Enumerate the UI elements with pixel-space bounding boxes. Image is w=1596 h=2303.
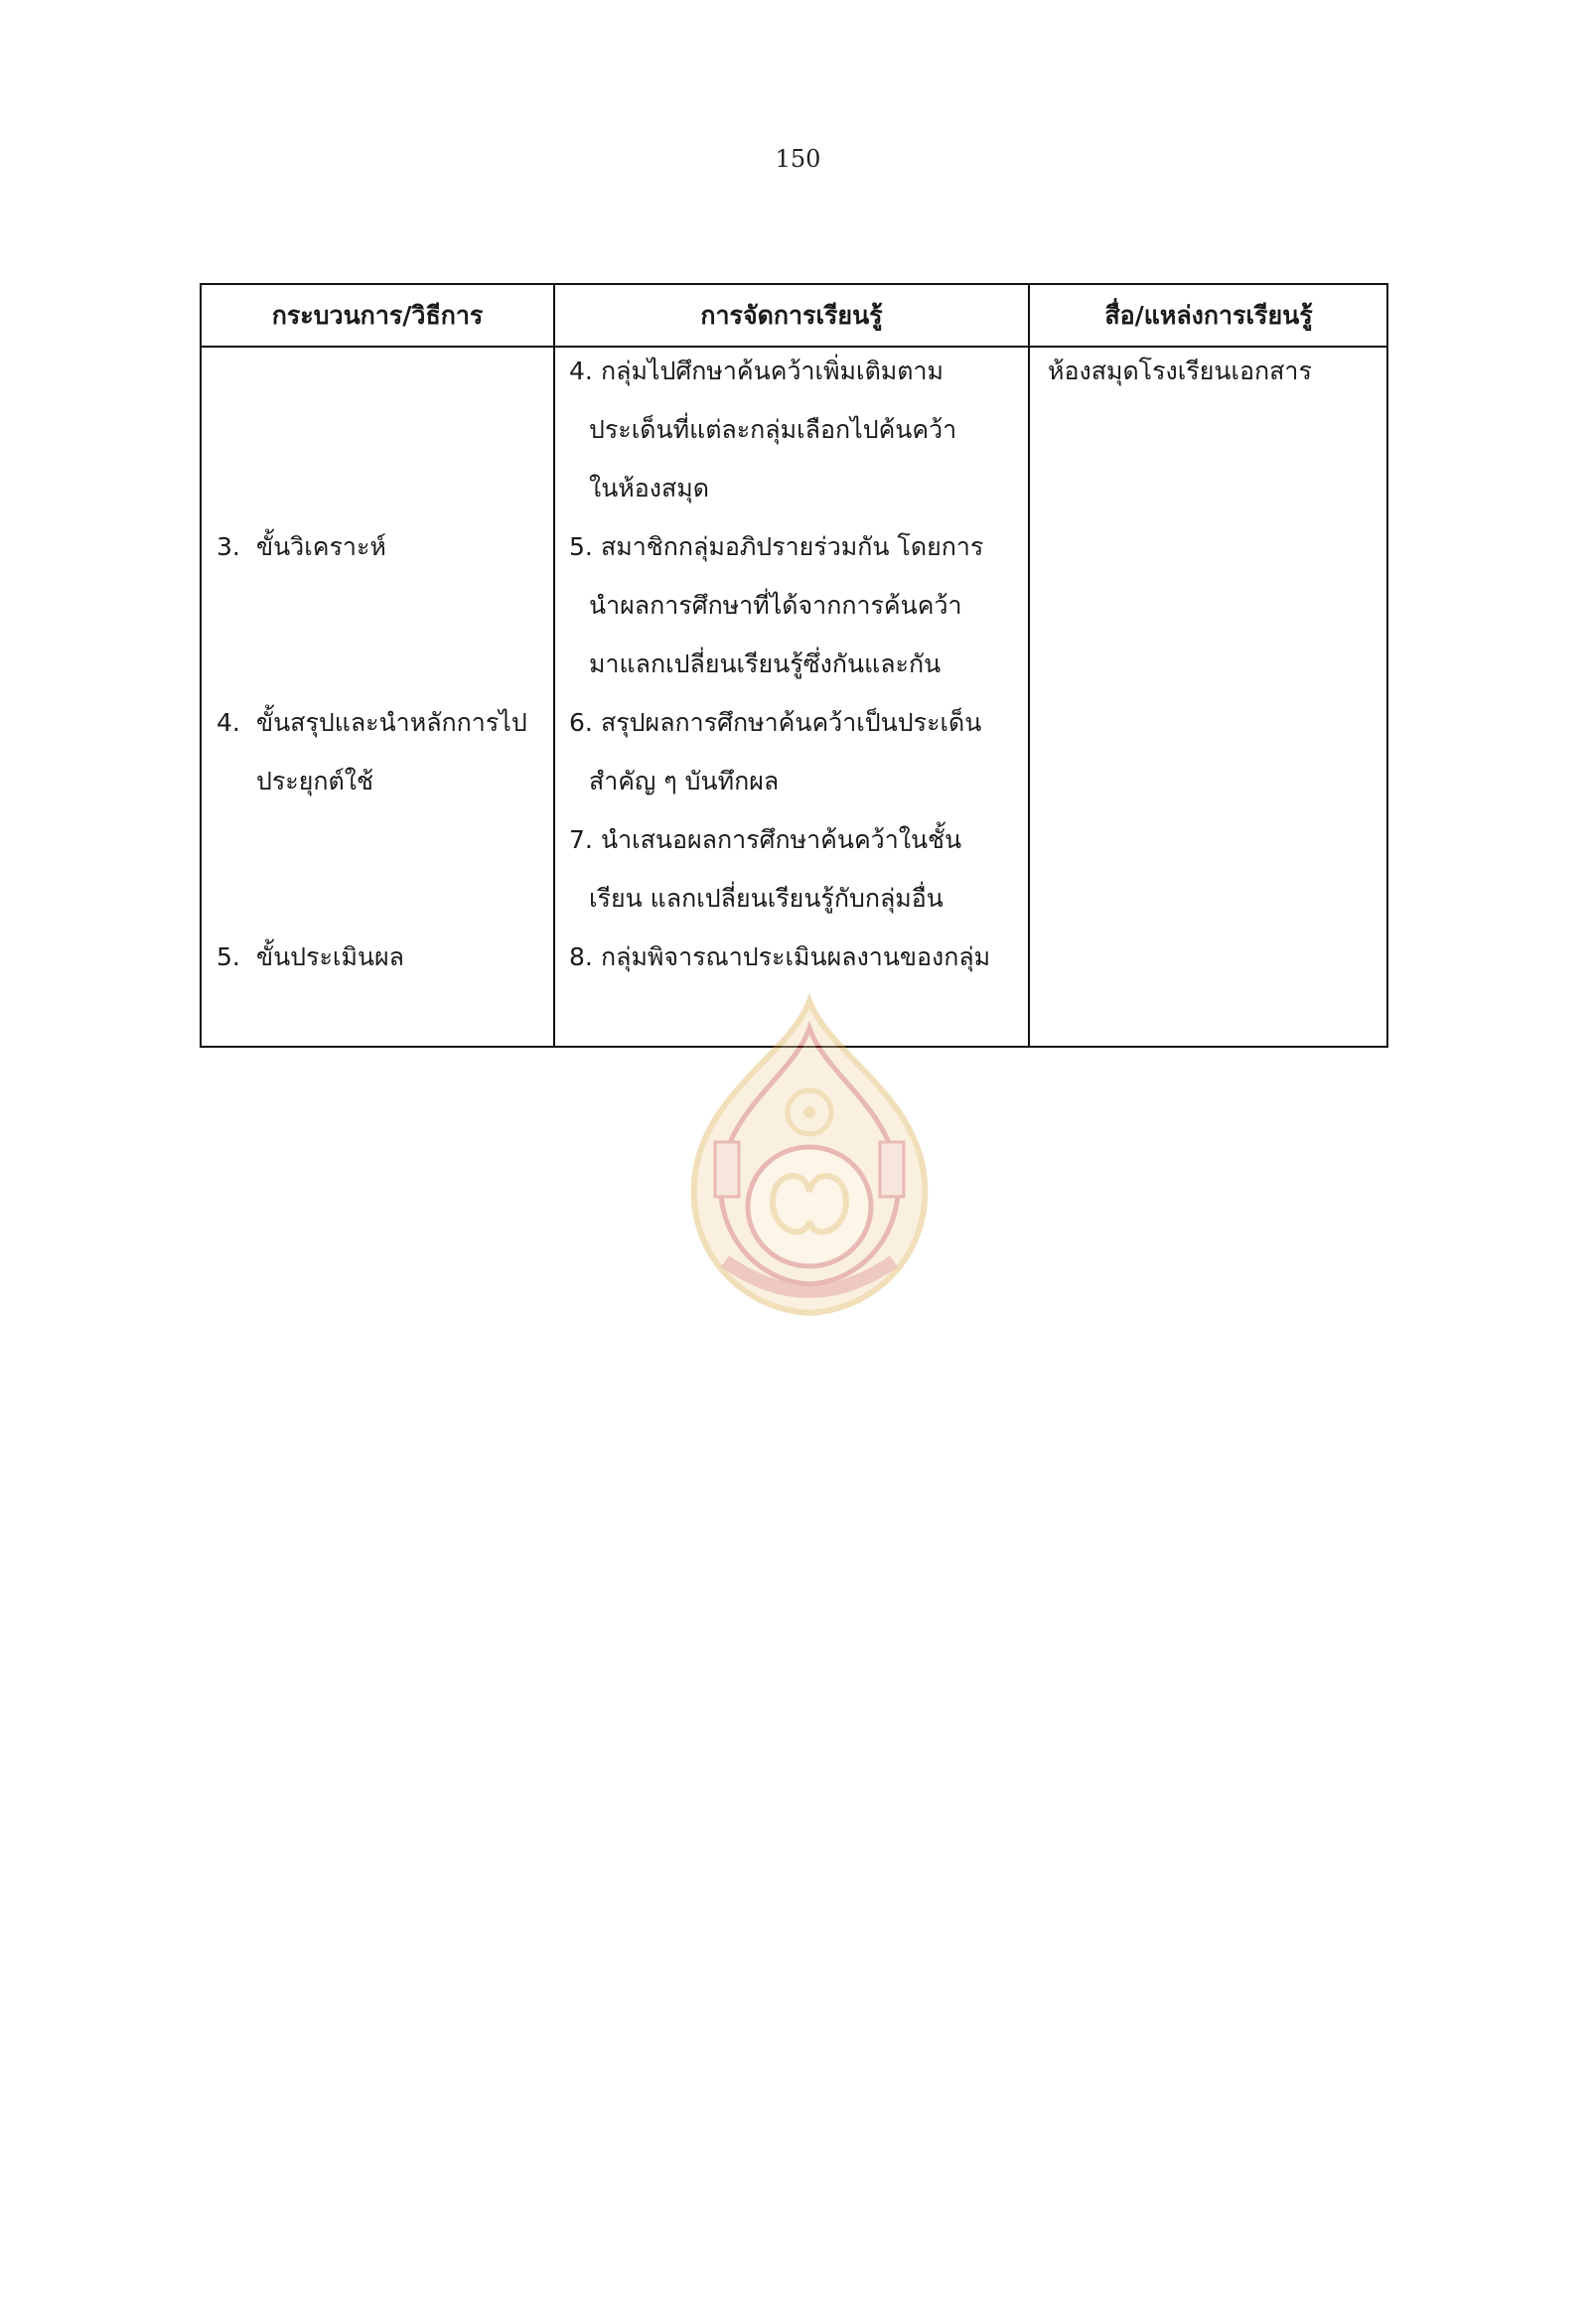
process-step-text: ขั้นประเมินผล — [256, 942, 404, 971]
activity-text: ในห้องสมุด — [589, 474, 709, 503]
process-step-text: ขั้นวิเคราะห์ — [256, 532, 386, 561]
header-media: สื่อ/แหล่งการเรียนรู้ — [1104, 301, 1313, 330]
activity-number: 4. — [569, 357, 593, 385]
column-divider — [553, 285, 555, 1046]
page-number: 150 — [775, 145, 821, 173]
process-step-number: 5. — [217, 942, 240, 971]
activity-text: นำผลการศึกษาที่ได้จากการค้นคว้า — [589, 591, 962, 620]
activity-number: 6. — [569, 708, 593, 737]
activity-text: กลุ่มพิจารณาประเมินผลงานของกลุ่ม — [601, 942, 991, 971]
process-step-number: 3. — [217, 532, 240, 561]
process-step-number: 4. — [217, 708, 240, 737]
activity-number: 7. — [569, 825, 593, 854]
media-text: ห้องสมุดโรงเรียนเอกสาร — [1048, 357, 1312, 385]
activity-text: นำเสนอผลการศึกษาค้นคว้าในชั้น — [601, 825, 962, 854]
activity-text: เรียน แลกเปลี่ยนเรียนรู้กับกลุ่มอื่น — [589, 884, 943, 913]
education-ministry-seal-icon — [655, 993, 963, 1321]
activity-number: 5. — [569, 532, 593, 561]
header-process: กระบวนการ/วิธีการ — [271, 301, 484, 330]
header-activities: การจัดการเรียนรู้ — [700, 301, 883, 330]
activity-text: มาแลกเปลี่ยนเรียนรู้ซึ่งกันและกัน — [589, 649, 942, 678]
activity-text: กลุ่มไปศึกษาค้นคว้าเพิ่มเติมตาม — [601, 357, 944, 385]
process-step-text: ประยุกต์ใช้ — [256, 767, 373, 795]
activity-text: ประเด็นที่แต่ละกลุ่มเลือกไปค้นคว้า — [589, 415, 957, 444]
activity-text: สำคัญ ๆ บันทึกผล — [589, 767, 780, 795]
activity-number: 8. — [569, 942, 593, 971]
process-step-text: ขั้นสรุปและนำหลักการไป — [256, 708, 527, 737]
activity-text: สมาชิกกลุ่มอภิปรายร่วมกัน โดยการ — [601, 532, 984, 561]
column-divider — [1028, 285, 1030, 1046]
lesson-plan-table — [200, 283, 1388, 1048]
activity-text: สรุปผลการศึกษาค้นคว้าเป็นประเด็น — [601, 708, 982, 737]
